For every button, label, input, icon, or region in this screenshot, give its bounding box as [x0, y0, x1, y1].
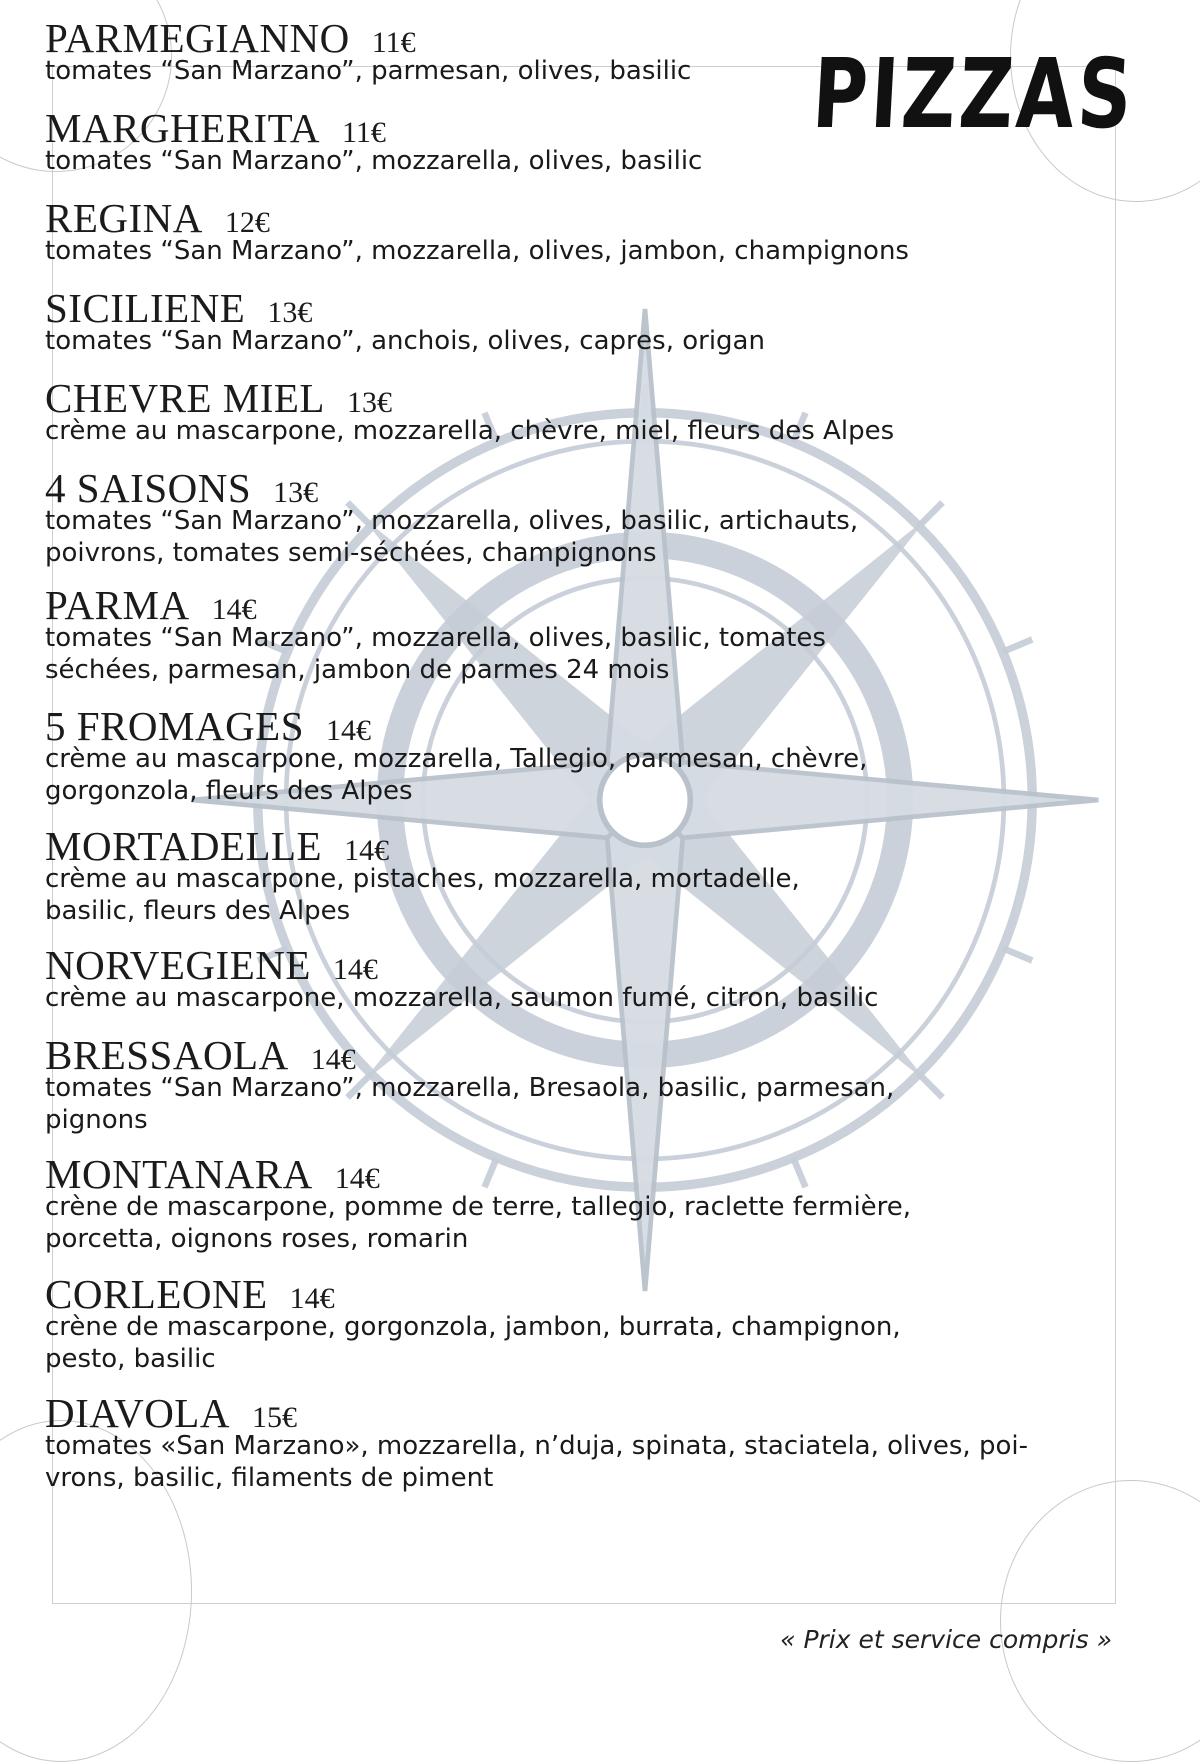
menu-item	[45, 582, 826, 686]
menu-item-header	[45, 195, 909, 241]
pizza-ingredients	[45, 325, 765, 357]
pizza-price: 14€	[344, 834, 390, 867]
pizza-price: 15€	[251, 1401, 297, 1434]
pizza-name: 5 FROMAGES	[45, 703, 305, 749]
pizza-ingredients	[45, 505, 858, 569]
menu-item-header	[45, 1390, 1028, 1436]
pizza-price: 12€	[224, 206, 270, 239]
ingredients-line: séchées, parmesan, jambon de parmes 24 mois	[45, 655, 670, 685]
ingredients-line: porcetta, oignons roses, romarin	[45, 1224, 469, 1254]
menu-item-header	[45, 582, 826, 628]
ingredients-line: gorgonzola, fleurs des Alpes	[45, 776, 413, 806]
pizza-ingredients	[45, 55, 691, 87]
menu-item-header	[45, 1271, 901, 1317]
pizza-price: 14€	[289, 1282, 335, 1315]
menu-item	[45, 1032, 895, 1136]
ingredients-line: tomates “San Marzano”, mozzarella, olives, basilic	[45, 146, 703, 176]
pizza-name: REGINA	[45, 195, 203, 241]
pizza-price: 14€	[310, 1043, 356, 1076]
pizza-ingredients	[45, 982, 878, 1014]
pizza-price: 13€	[273, 476, 319, 509]
ingredients-line: pignons	[45, 1105, 148, 1135]
ingredients-line: basilic, fleurs des Alpes	[45, 896, 351, 926]
menu-item-header	[45, 465, 858, 511]
menu-item	[45, 1271, 901, 1375]
pizza-price: 13€	[267, 296, 313, 329]
ingredients-line: tomates «San Marzano», mozzarella, n’duja, spinata, staciatela, olives, poi-	[45, 1431, 1028, 1461]
menu-item-header	[45, 1151, 911, 1197]
menu-item-header	[45, 285, 765, 331]
pizza-name: CHEVRE MIEL	[45, 375, 325, 421]
pizza-name: MARGHERITA	[45, 105, 321, 151]
menu-item	[45, 375, 895, 447]
menu-item-header	[45, 823, 800, 869]
pizza-name: MORTADELLE	[45, 823, 323, 869]
pizza-ingredients	[45, 1430, 1028, 1494]
ingredients-line: crème au mascarpone, mozzarella, Tallegio, parmesan, chèvre,	[45, 744, 868, 774]
ingredients-line: crème au mascarpone, mozzarella, chèvre, miel, fleurs des Alpes	[45, 416, 895, 446]
ingredients-line: poivrons, tomates semi-séchées, champignons	[45, 538, 657, 568]
menu-item-header	[45, 1032, 894, 1078]
menu-item	[45, 285, 765, 357]
ingredients-line: crème au mascarpone, mozzarella, saumon fumé, citron, basilic	[45, 983, 879, 1013]
menu-item	[45, 105, 703, 177]
menu-item	[45, 15, 692, 87]
pizza-ingredients	[45, 622, 826, 686]
pizza-name: DIAVOLA	[45, 1390, 230, 1436]
pizza-ingredients	[45, 863, 800, 927]
pizza-price: 14€	[326, 714, 372, 747]
menu-item-header	[45, 703, 867, 749]
pizza-price: 11€	[342, 116, 386, 149]
pizza-ingredients	[45, 1311, 901, 1375]
pizza-price: 14€	[211, 593, 257, 626]
menu-item-header	[45, 942, 878, 988]
pizza-ingredients	[45, 1191, 911, 1255]
ingredients-line: tomates “San Marzano”, mozzarella, olives, jambon, champignons	[45, 236, 909, 266]
ingredients-line: crène de mascarpone, gorgonzola, jambon, burrata, champignon,	[45, 1312, 901, 1342]
pizza-name: NORVEGIENE	[45, 942, 311, 988]
pizza-ingredients	[45, 145, 702, 177]
menu-item	[45, 823, 800, 927]
pizza-price: 14€	[334, 1162, 380, 1195]
menu-item	[45, 703, 868, 807]
pizza-name: 4 SAISONS	[45, 465, 252, 511]
ingredients-line: tomates “San Marzano”, anchois, olives, capres, origan	[45, 326, 765, 356]
page-title: PIZZAS	[809, 38, 1138, 150]
menu-item	[45, 1390, 1028, 1494]
menu-item-header	[45, 15, 691, 61]
ingredients-line: tomates “San Marzano”, mozzarella, olives, basilic, artichauts,	[45, 506, 859, 536]
pizza-ingredients	[45, 743, 867, 807]
menu-item	[45, 942, 879, 1014]
pizza-price: 14€	[332, 953, 378, 986]
ingredients-line: vrons, basilic, filaments de piment	[45, 1463, 494, 1493]
pizza-name: PARMEGIANNO	[45, 15, 350, 61]
ingredients-line: tomates “San Marzano”, mozzarella, olives, basilic, tomates	[45, 623, 826, 653]
pizza-ingredients	[45, 235, 909, 267]
menu-item-header	[45, 105, 702, 151]
menu-item-header	[45, 375, 894, 421]
pizza-ingredients	[45, 415, 894, 447]
menu-item	[45, 465, 859, 569]
pizza-name: SICILIENE	[45, 285, 246, 331]
pizza-price: 13€	[346, 386, 392, 419]
menu-item	[45, 1151, 912, 1255]
ingredients-line: crène de mascarpone, pomme de terre, tallegio, raclette fermière,	[45, 1192, 912, 1222]
pizza-name: MONTANARA	[45, 1151, 313, 1197]
pizza-price: 11€	[371, 26, 416, 59]
pizza-name: PARMA	[45, 582, 190, 628]
pizza-name: CORLEONE	[45, 1271, 268, 1317]
ingredients-line: tomates “San Marzano”, parmesan, olives, basilic	[45, 56, 692, 86]
pizza-name: BRESSAOLA	[45, 1032, 289, 1078]
menu-item	[45, 195, 909, 267]
pizza-ingredients	[45, 1072, 894, 1136]
price-note: « Prix et service compris »	[780, 1625, 1112, 1654]
ingredients-line: crème au mascarpone, pistaches, mozzarella, mortadelle,	[45, 864, 800, 894]
ingredients-line: tomates “San Marzano”, mozzarella, Bresaola, basilic, parmesan,	[45, 1073, 895, 1103]
ingredients-line: pesto, basilic	[45, 1344, 216, 1374]
